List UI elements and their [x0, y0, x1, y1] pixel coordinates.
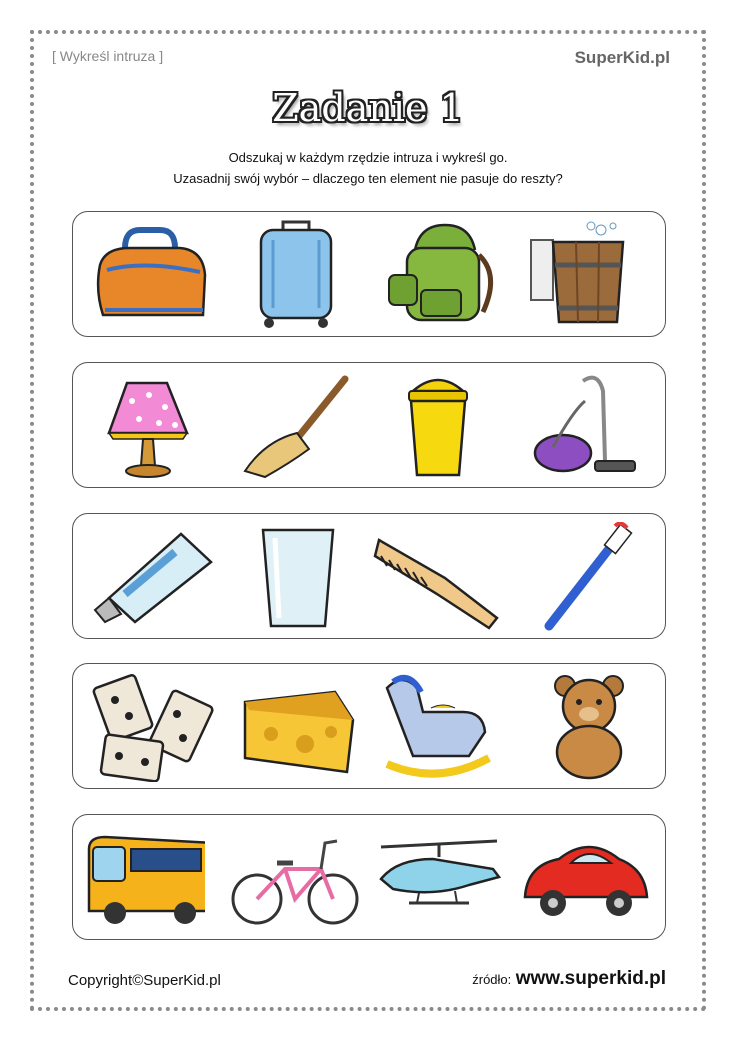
lamp-icon[interactable] — [87, 371, 217, 481]
backpack-icon[interactable] — [375, 220, 505, 330]
trash-bin-icon[interactable] — [373, 371, 503, 481]
rocking-horse-icon[interactable] — [373, 672, 503, 782]
cheese-icon[interactable] — [235, 672, 365, 782]
bicycle-icon[interactable] — [229, 823, 359, 933]
row-5 — [72, 814, 666, 940]
teddy-bear-icon[interactable] — [525, 672, 655, 782]
instruction-line-1: Odszukaj w każdym rzędzie intruza i wykreśl go. — [228, 150, 508, 165]
copyright-text: Copyright©SuperKid.pl — [68, 972, 221, 989]
toothbrush-icon[interactable] — [523, 522, 653, 632]
task-tag: [ Wykreśl intruza ] — [52, 48, 164, 64]
toothpaste-icon[interactable] — [85, 522, 215, 632]
brand-name: SuperKid.pl — [574, 48, 670, 67]
vacuum-cleaner-icon[interactable] — [523, 371, 653, 481]
wooden-bathtub-icon[interactable] — [521, 220, 651, 330]
broom-icon[interactable] — [235, 371, 365, 481]
helicopter-icon[interactable] — [373, 823, 503, 933]
bus-icon[interactable] — [75, 823, 205, 933]
source-label: źródło: — [472, 972, 512, 987]
row-2 — [72, 362, 666, 488]
source-url-link[interactable]: www.superkid.pl — [515, 968, 666, 989]
instruction-line-2: Uzasadnij swój wybór – dlaczego ten element nie pasuje do reszty? — [173, 171, 563, 186]
page-title: Zadanie 1 — [272, 86, 464, 130]
source-footer — [472, 968, 666, 990]
travel-bag-icon[interactable] — [85, 220, 215, 330]
row-1 — [72, 211, 666, 337]
dominoes-icon[interactable] — [85, 672, 215, 782]
glass-icon[interactable] — [233, 522, 363, 632]
comb-icon[interactable] — [371, 522, 501, 632]
row-4 — [72, 663, 666, 789]
row-3 — [72, 513, 666, 639]
suitcase-icon[interactable] — [233, 220, 363, 330]
car-icon[interactable] — [519, 823, 649, 933]
